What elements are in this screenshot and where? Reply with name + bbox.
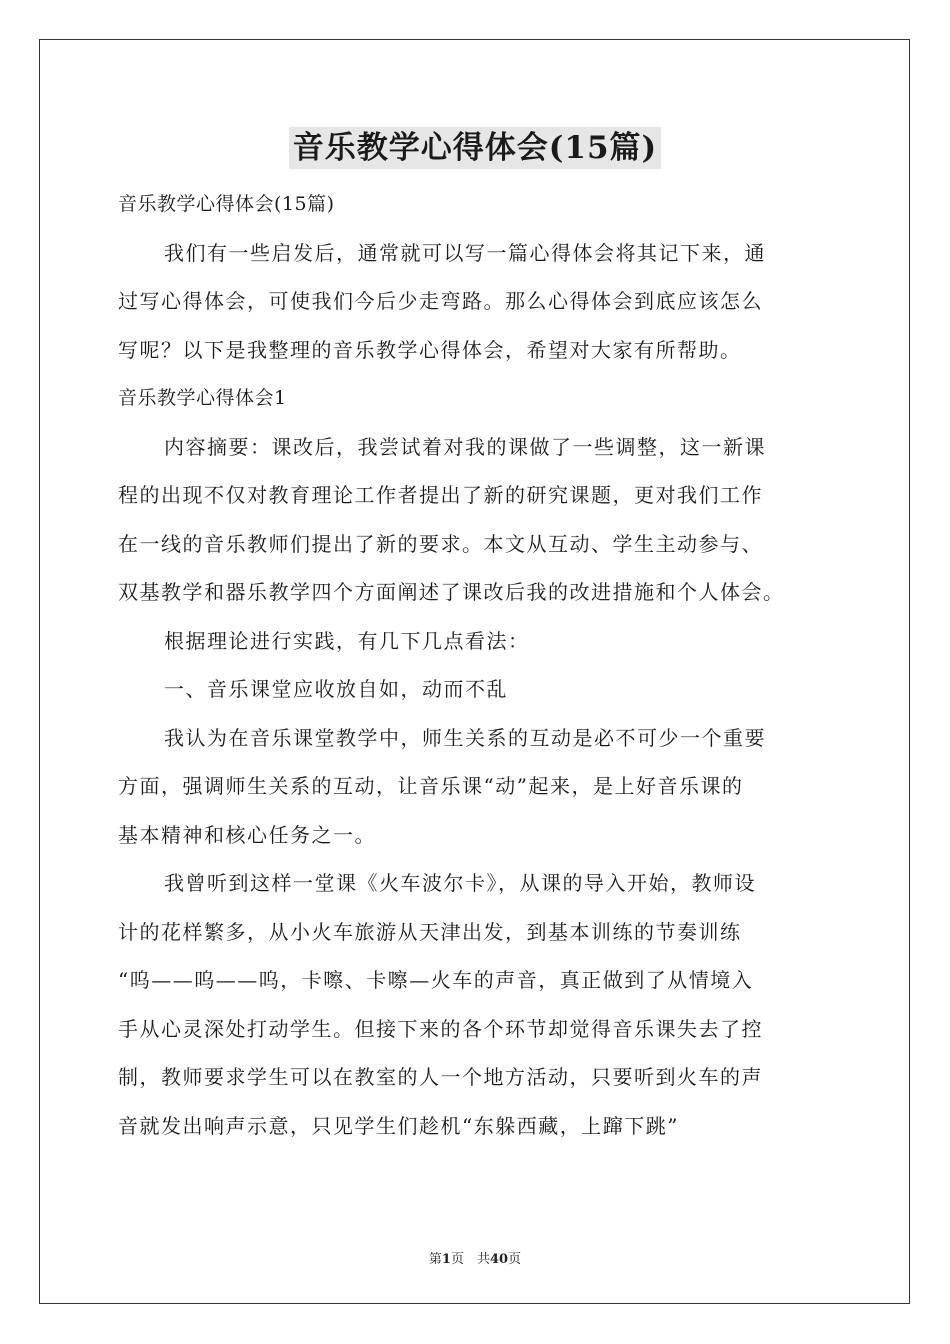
text-line: 基本精神和核心任务之一。 (118, 822, 376, 847)
page-total-number: 40 (489, 1252, 509, 1267)
page-current-number: 1 (441, 1252, 451, 1267)
text-line: “呜——呜——呜，卡嚓、卡嚓—火车的声音，真正做到了从情境入 (118, 968, 754, 992)
text-line: 内容摘要：课改后，我尝试着对我的课做了一些调整，这一新课 (164, 434, 766, 459)
text-line: 方面，强调师生关系的互动，让音乐课“动”起来，是上好音乐课的 (118, 774, 744, 798)
text-line: 一、音乐课堂应收放自如，动而不乱 (164, 677, 508, 701)
text-line: 音就发出响声示意，只见学生们趁机“东躲西藏，上蹿下跳” (118, 1113, 679, 1138)
page-footer (0, 1248, 950, 1267)
text-line: 音乐教学心得体会1 (118, 387, 287, 409)
document-body (118, 180, 838, 1150)
text-line: 在一线的音乐教师们提出了新的要求。本文从互动、学生主动参与、 (118, 531, 763, 556)
page-label-suffix: 页 (508, 1252, 522, 1267)
text-line: 根据理论进行实践，有几下几点看法： (164, 628, 530, 653)
text-line: 制，教师要求学生可以在教室的人一个地方活动，只要听到火车的声 (118, 1065, 763, 1089)
page-label-prefix: 第 (428, 1252, 442, 1267)
text-line: 我认为在音乐课堂教学中，师生关系的互动是必不可少一个重要 (164, 725, 766, 750)
text-line: 手从心灵深处打动学生。但接下来的各个环节却觉得音乐课失去了控 (118, 1016, 763, 1041)
text-line: 程的出现不仅对教育理论工作者提出了新的研究课题，更对我们工作 (118, 483, 763, 507)
page-label-mid: 页 共 (450, 1252, 490, 1267)
text-line: 写呢？以下是我整理的音乐教学心得体会，希望对大家有所帮助。 (118, 337, 742, 362)
text-line: 我们有一些启发后，通常就可以写一篇心得体会将其记下来，通 (164, 240, 766, 265)
title-container (0, 127, 950, 169)
text-line: 音乐教学心得体会(15篇) (118, 193, 335, 215)
text-line: 过写心得体会，可使我们今后少走弯路。那么心得体会到底应该怎么 (118, 289, 763, 313)
text-line: 我曾听到这样一堂课《火车波尔卡》，从课的导入开始，教师设 (164, 871, 756, 895)
text-line: 双基教学和器乐教学四个方面阐述了课改后我的改进措施和个人体会。 (118, 580, 785, 604)
document-title: 音乐教学心得体会(15篇) (289, 127, 661, 169)
text-line: 计的花样繁多，从小火车旅游从天津出发，到基本训练的节奏训练 (118, 919, 742, 944)
